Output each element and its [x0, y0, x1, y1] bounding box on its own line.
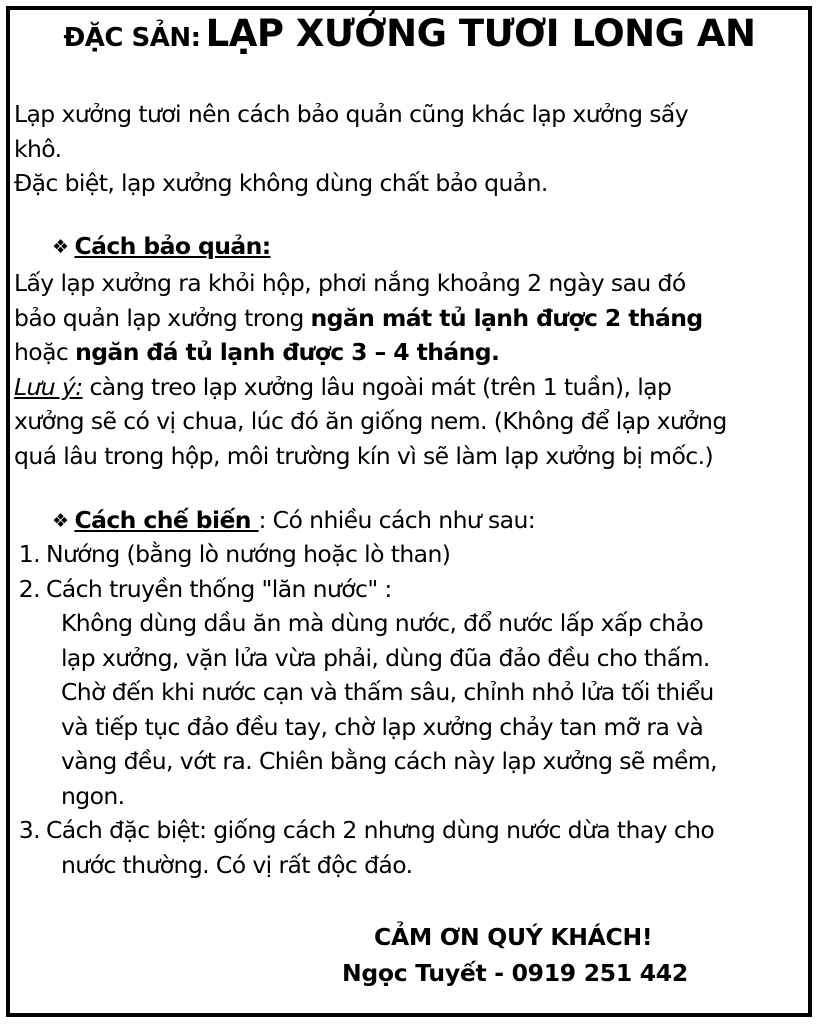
title-main: LẠP XƯỞNG TƯƠI LONG AN [205, 12, 756, 55]
list-item-line [14, 744, 800, 779]
intro-line-3: Đặc biệt, lạp xưởng không dùng chất bảo quản. [14, 169, 548, 197]
processing-heading [52, 503, 535, 538]
note-line-2: xưởng sẽ có vị chua, lúc đó ăn giống nem. (Không để lạp xưởng [14, 407, 727, 435]
note-line-1 [14, 370, 800, 405]
preservation-paragraph [14, 266, 800, 473]
list-item-line [14, 537, 800, 572]
list-item-line [14, 675, 800, 710]
note-label: Lưu ý: [14, 372, 83, 401]
thanks-text: CẢM ƠN QUÝ KHÁCH! [374, 923, 653, 951]
preservation-line-1: Lấy lạp xưởng ra khỏi hộp, phơi nắng khoảng 2 ngày sau đó [14, 269, 686, 297]
list-item-text: Cách truyền thống "lăn nước" : [46, 574, 392, 603]
list-item-line [14, 710, 800, 745]
list-item-text: Không dùng dầu ăn mà dùng nước, đổ nước lấp xấp chảo [61, 609, 704, 637]
diamond-bullet-icon: ❖ [52, 236, 69, 258]
note-line-1-text: càng treo lạp xưởng lâu ngoài mát (trên 1 tuần), lạp [82, 372, 672, 401]
list-item-number: 2. [18, 574, 40, 603]
list-item-text: vàng đều, vớt ra. Chiên bằng cách này lạp xưởng sẽ mềm, [61, 747, 717, 775]
preservation-heading [52, 229, 271, 264]
list-item-text: Cách đặc biệt: giống cách 2 nhưng dùng nước dừa thay cho [46, 816, 715, 844]
list-item-line [14, 572, 800, 607]
preservation-line-2 [14, 301, 800, 336]
list-item-line [14, 779, 800, 814]
note-line-3: quá lâu trong hộp, môi trường kín vì sẽ làm lạp xưởng bị mốc.) [14, 441, 714, 470]
contact-text: Ngọc Tuyết - 0919 251 442 [342, 959, 688, 987]
preservation-line-2-plain: bảo quản lạp xưởng trong [14, 303, 311, 332]
title-prefix: ĐẶC SẢN: [63, 23, 201, 53]
preservation-line-3 [14, 335, 800, 370]
list-item-line [14, 813, 800, 848]
preservation-fridge-duration: ngăn mát tủ lạnh được 2 tháng [310, 303, 703, 332]
list-item-line [14, 848, 800, 883]
processing-heading-text: Cách chế biến [74, 506, 259, 534]
intro-line-1: Lạp xưởng tươi nên cách bảo quản cũng khác lạp xưởng sấy [14, 100, 689, 128]
list-item-text: và tiếp tục đảo đều tay, chờ lạp xưởng chảy tan mỡ ra và [61, 712, 704, 741]
intro-line-2: khô. [14, 134, 62, 163]
list-item-text: nước thường. Có vị rất độc đáo. [61, 850, 413, 879]
list-item-number: 3. [18, 816, 40, 844]
preservation-line-3-plain: hoặc [14, 338, 76, 366]
list-item-text: Chờ đến khi nước cạn và thấm sâu, chỉnh nhỏ lửa tối thiểu [61, 678, 714, 706]
page-title [0, 12, 819, 55]
list-item-text: lạp xưởng, vặn lửa vừa phải, dùng đũa đảo đều cho thấm. [61, 643, 710, 672]
list-item-line [14, 606, 800, 641]
processing-heading-suffix: : Có nhiều cách như sau: [258, 506, 536, 534]
list-item-text: Nướng (bằng lò nướng hoặc lò than) [46, 540, 451, 568]
diamond-bullet-icon: ❖ [52, 510, 69, 532]
list-item-text: ngon. [61, 781, 125, 810]
preservation-heading-text: Cách bảo quản: [74, 232, 271, 260]
processing-list [14, 537, 800, 882]
list-item-line [14, 641, 800, 676]
list-item-number: 1. [18, 540, 40, 568]
intro-paragraph [14, 97, 800, 201]
preservation-freezer-duration: ngăn đá tủ lạnh được 3 – 4 tháng. [75, 338, 500, 366]
